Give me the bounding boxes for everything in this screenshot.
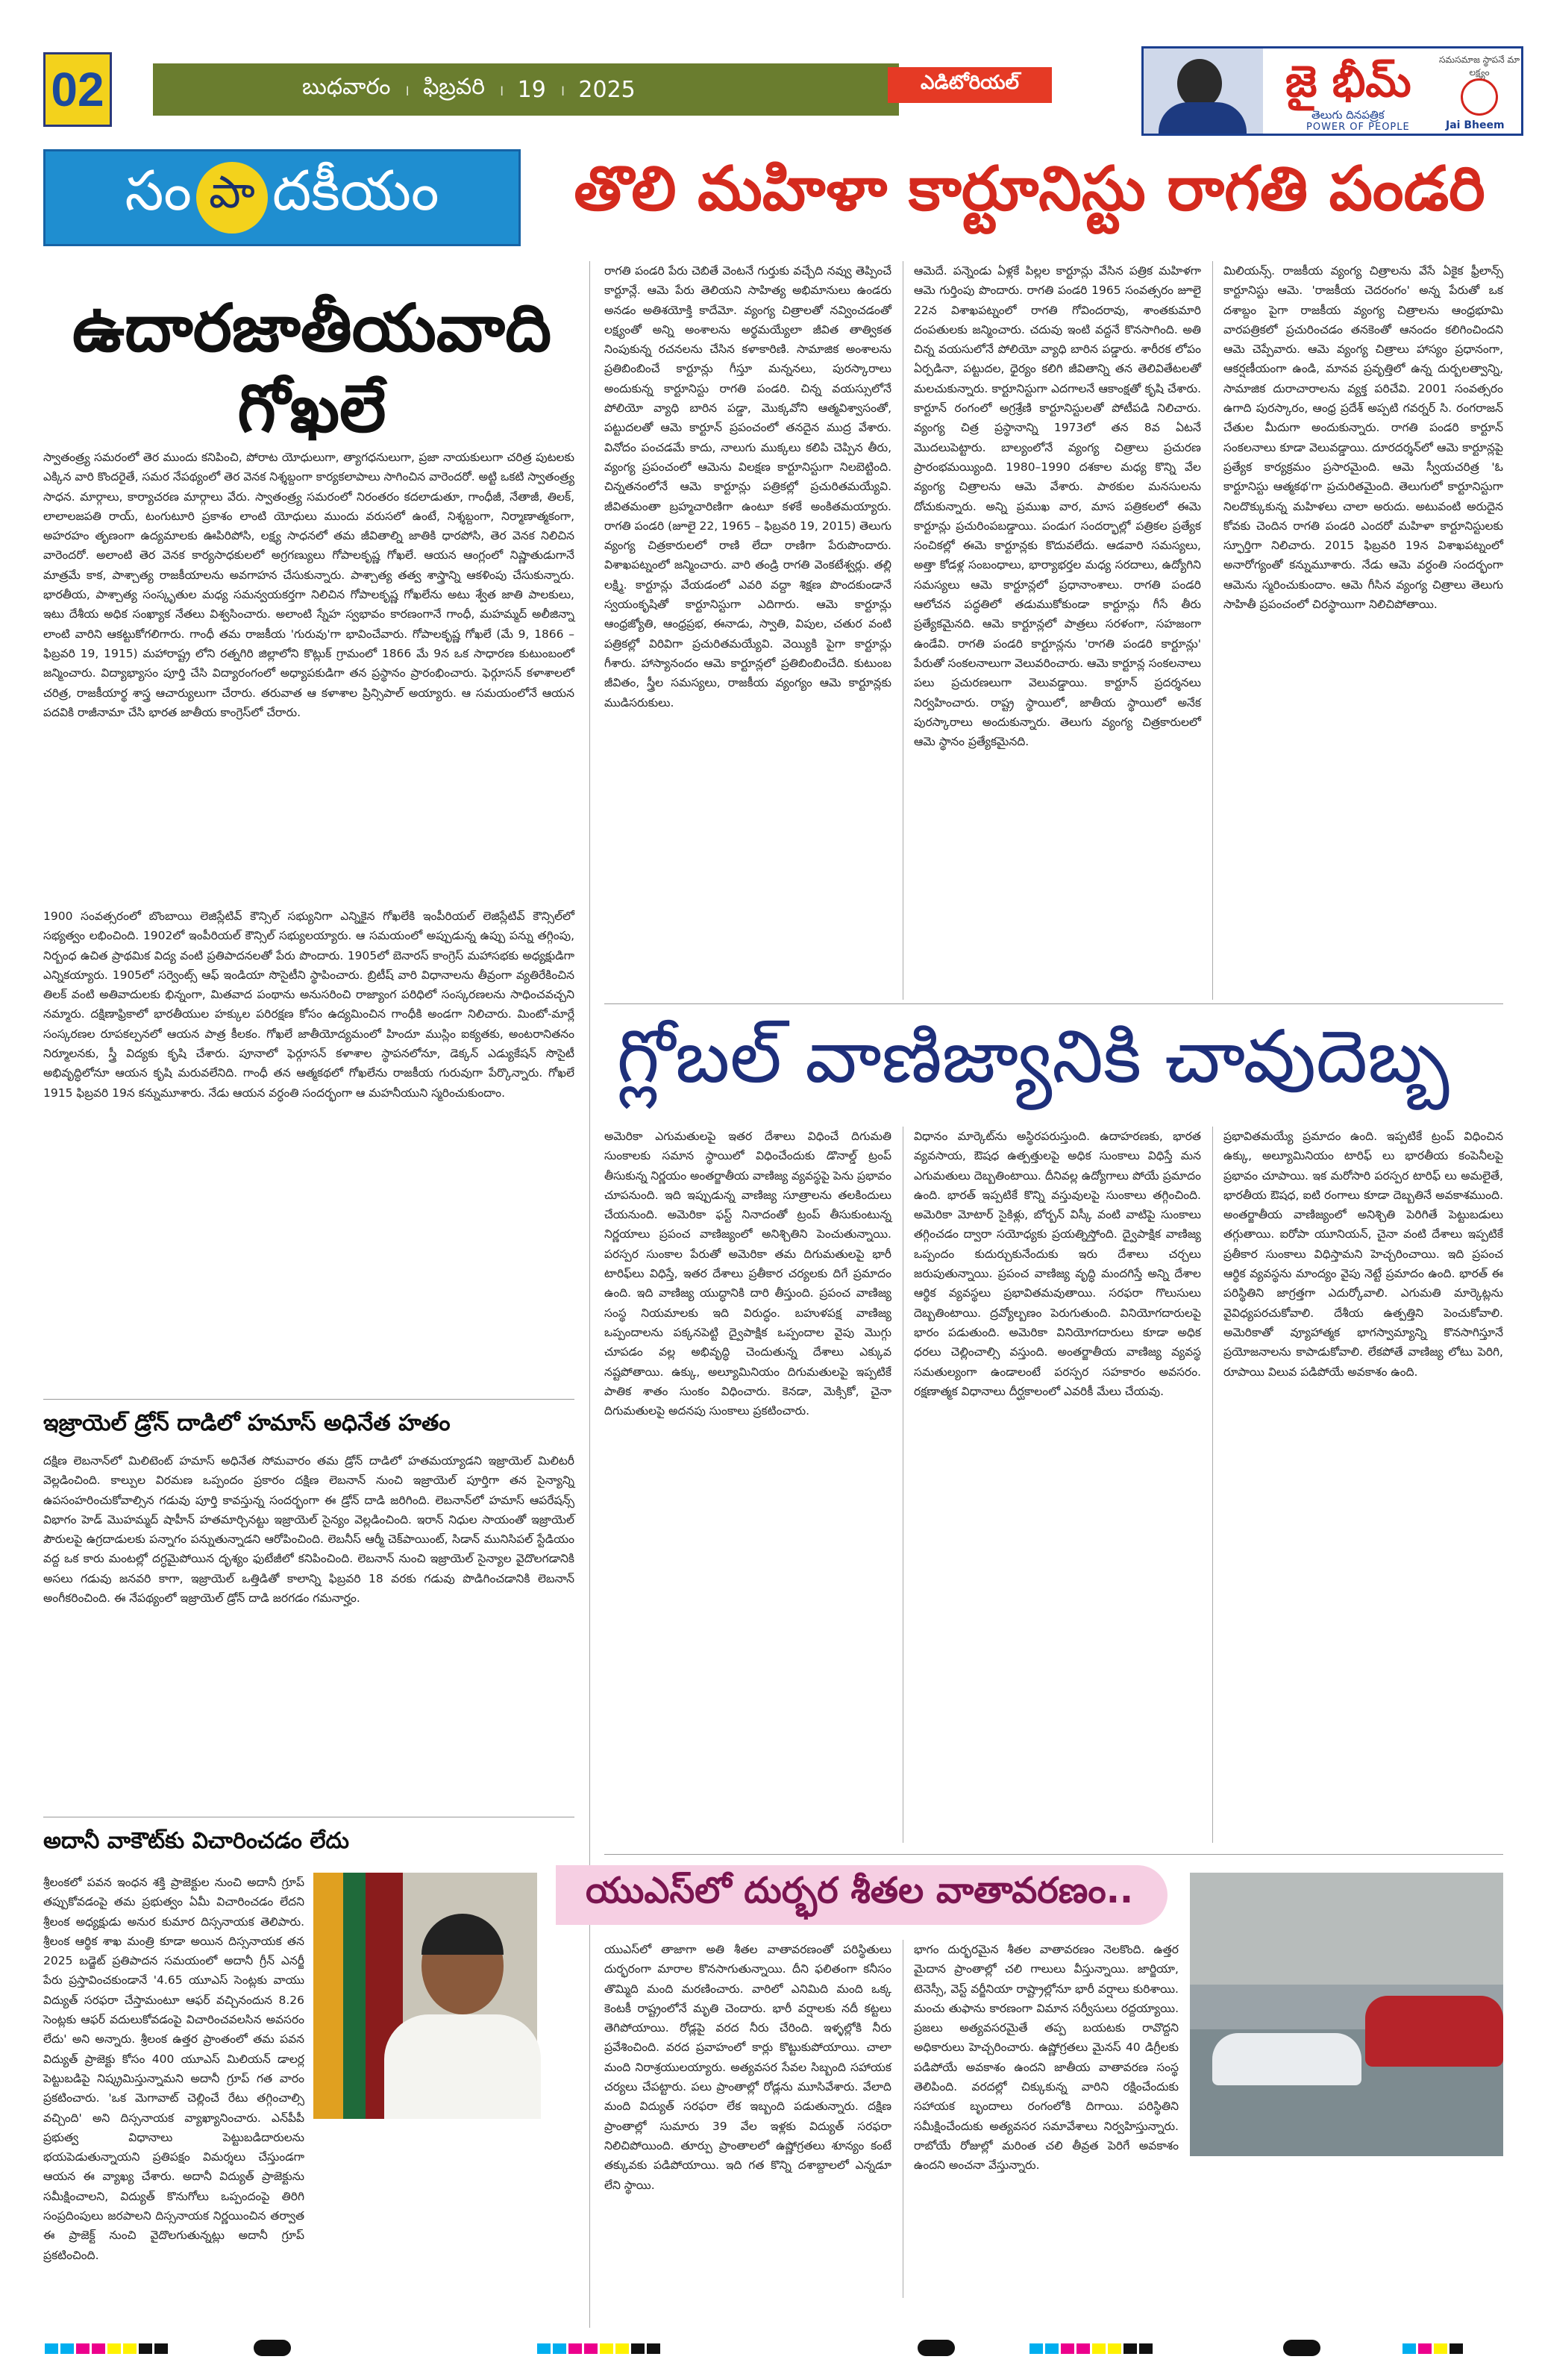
date-separator: । bbox=[498, 81, 504, 99]
color-registration-far-right bbox=[1402, 2343, 1465, 2357]
section-tag: ఎడిటోరియల్ bbox=[888, 67, 1052, 103]
logo-title: జై భీమ్ bbox=[1285, 56, 1411, 107]
column-divider bbox=[589, 261, 590, 2328]
color-registration-left bbox=[45, 2343, 170, 2357]
date-bar bbox=[153, 63, 899, 116]
registration-oval bbox=[1283, 2340, 1320, 2356]
us-weather-headline: యుఎస్‌లో దుర్భర శీతల వాతావరణం.. bbox=[556, 1865, 1168, 1925]
registration-oval bbox=[254, 2340, 291, 2356]
logo-subtitle: తెలుగు దినపత్రిక bbox=[1311, 108, 1385, 122]
editorial-paragraph-2: 1900 సంవత్సరంలో బొంబాయి లెజిస్లేటివ్ కౌన్సిల్ సభ్యునిగా ఎన్నికైన గోఖలేకి ఇంపీరియల్ లెజిస్లేటివ్ కౌన్సిల్‌లో సభ్యత్వం లభించింది. 1902లో ఇంపీరియల్ కౌన్సిల్ సభ్యులయ్యారు. ఆ సమయంలో అప్పుడున్న ఉప్పు పన్ను తగ్గింపు, నిర్బంధ ఉచిత ప్రాథమిక విద్య వంటి ప్రతిపాదనలతో పేరు పొందారు. 1905లో బెనారస్ కాంగ్రెస్ మహాసభకు అధ్యక్షుడిగా ఎన్నికయ్యారు. 1905లో సర్వెంట్స్ ఆఫ్ ఇండియా సొసైటీని స్థాపించారు. బ్రిటీష్ వారి విధానాలను తీవ్రంగా వ్యతిరేకించిన తిలక్ వంటి అతివాదులకు భిన్నంగా, మితవాద పంథాను అనుసరించి రాజ్యాంగ పరిధిలో సంస్కరణలను సాధించవచ్చని నమ్మారు. దక్షిణాఫ్రికాలో భారతీయుల హక్కుల పరిరక్షణ కోసం ఉద్యమించిన గాంధీకి అండగా నిలిచారు. మింటో-మార్లే సంస్కరణల రూపకల్పనలో ఆయన పాత్ర కీలకం. గోఖలే జాతీయోద్యమంలో హిందూ ముస్లిం ఐక్యతకు, అంటరానితనం నిర్మూలనకు, స్త్రీ విద్యకు కృషి చేశారు. పూనాలో ఫెర్గూసన్ కళాశాల స్థాపనలోనూ, డెక్కన్ ఎడ్యుకేషన్ సొసైటీ అభివృద్ధిలోనూ ఆయన కృషి మరువలేనిది. గాంధీ తన ఆత్మకథలో గోఖలేను రాజకీయ గురువుగా పేర్కొన్నారు. గోఖలే 1915 ఫిబ్రవరి 19న కన్నుమూశారు. నేడు ఆయన వర్ధంతి సందర్భంగా ఆ మహనీయుని స్మరించుకుందాం. bbox=[43, 909, 574, 1100]
color-registration-right bbox=[1029, 2343, 1155, 2357]
global-trade-headline: గ్లోబల్ వాణిజ్యానికి చావుదెబ్బ bbox=[616, 1015, 1450, 1100]
global-col-2: విధానం మార్కెట్‌ను అస్థిరపరుస్తుంది. ఉదాహరణకు, భారత వ్యవసాయ, ఔషధ ఉత్పత్తులపై అధిక సుంకాలు విధిస్తే మన ఎగుమతులు దెబ్బతింటాయి. దీనివల్ల ఉద్యోగాలు పోయే ప్రమాదం ఉంది. భారత్ ఇప్పటికే కొన్ని వస్తువులపై సుంకాలు తగ్గించింది. అమెరికా మోటార్ సైకిళ్లు, బోర్బన్ విస్కీ వంటి వాటిపై సుంకాలు తగ్గించడం ద్వారా సయోధ్యకు ప్రయత్నిస్తోంది. ద్వైపాక్షిక వాణిజ్య ఒప్పందం కుదుర్చుకునేందుకు ఇరు దేశాలు చర్చలు జరుపుతున్నాయి. ప్రపంచ వాణిజ్య వృద్ధి మందగిస్తే అన్ని దేశాల ఆర్థిక వ్యవస్థలు ప్రభావితమవుతాయి. సరఫరా గొలుసులు దెబ్బతింటాయి. ద్రవ్యోల్బణం పెరుగుతుంది. వినియోగదారులపై భారం పడుతుంది. అమెరికా వినియోగదారులు కూడా అధిక ధరలు చెల్లించాల్సి వస్తుంది. అంతర్జాతీయ వాణిజ్య వ్యవస్థ సమతుల్యంగా ఉండాలంటే పరస్పర సహకారం అవసరం. రక్షణాత్మక విధానాలు దీర్ఘకాలంలో ఎవరికీ మేలు చేయవు. bbox=[914, 1130, 1201, 1398]
ambedkar-portrait-icon bbox=[1144, 48, 1263, 134]
editorial-title-circle: పా bbox=[196, 162, 268, 234]
cartoonist-col-1: రాగతి పండరి పేరు చెబితే వెంటనే గుర్తుకు వచ్చేది నవ్వు తెప్పించే కార్టూన్లే. ఆమె పేరు తెలియని సాహిత్య అభిమానులు ఉండరు అనడం అతిశయోక్తి కాదేమో. వ్యంగ్య చిత్రాలతో నవ్వించడంతో లక్ష్యంతో అన్ని అంశాలను అర్థమయ్యేలా జీవిత తాత్వికత నింపుకున్న రచనలను చేసిన కళాకారిణి. సామాజిక అంశాలను ప్రతిబింబించే కార్టూన్లు గీస్తూ మన్ననలు, పురస్కారాలు అందుకున్న కార్టూనిస్టు రాగతి పండరి. చిన్న వయస్సులోనే పోలియో వ్యాధి బారిన పడ్డా, మొక్కవోని ఆత్మవిశ్వాసంతో, పట్టుదలతో ఆమె కార్టూన్ ప్రపంచంలో తనదైన ముద్ర వేశారు. వినోదం పంచడమే కాదు, నాలుగు ముక్కలు కలిపి చెప్పిన తీరు, వ్యంగ్య ప్రపంచంలో ఆమెను విలక్షణ కార్టూనిస్టుగా నిలబెట్టింది. చిన్నతనంలోనే ఆమె కార్టూన్లు పత్రికల్లో ప్రచురితమయ్యేవి. జీవితమంతా బ్రహ్మచారిణిగా ఉంటూ కళకే అంకితమయ్యారు. రాగతి పండరి (జూలై 22, 1965 – ఫిబ్రవరి 19, 2015) తెలుగు వ్యంగ్య చిత్రకారులలో రాణి లేదా రాణిగా పేరుపొందారు. విశాఖపట్నంలో జన్మించారు. వారి తండ్రి రాగతి వెంకటేశ్వర్లు. తల్లి లక్ష్మి. కార్టూన్లు వేయడంలో ఎవరి వద్దా శిక్షణ పొందకుండానే స్వయంకృషితో కార్టూనిస్టుగా ఎదిగారు. ఆమె కార్టూన్లు ఆంధ్రజ్యోతి, ఆంధ్రప్రభ, ఈనాడు, స్వాతి, విపుల, చతుర వంటి పత్రికల్లో విరివిగా ప్రచురితమయ్యేవి. వెయ్యికి పైగా కార్టూన్లు గీశారు. హాస్యానందం ఆమె కార్టూన్లలో ప్రతిబింబించేది. కుటుంబ జీవితం, స్త్రీల సమస్యలు, రాజకీయ వ్యంగ్యం ఆమె కార్టూన్లకు ముడిసరుకులు. bbox=[604, 264, 891, 710]
cartoonist-col-3: మిలియన్స్. రాజకీయ వ్యంగ్య చిత్రాలను వేసే ఏకైక ఫ్రీలాన్స్ కార్టూనిస్టు ఆమె. 'రాజకీయ చెదరంగం' అన్న పేరుతో ఒక దశాబ్దం పైగా రాజకీయ వ్యంగ్య చిత్రాలను ఆంధ్రభూమి వారపత్రికలో ప్రచురించడం తనకెంతో ఆనందం కలిగించిందని ఆమె చెప్పేవారు. ఆమె వ్యంగ్య చిత్రాలు హాస్యం ప్రధానంగా, ఆకర్షణీయంగా ఉండి, మానవ ప్రవృత్తిలో ఉన్న దుర్బలత్వాన్ని, సామాజిక దురాచారాలను వ్యక్త పరిచేవి. 2001 సంవత్సరం ఉగాది పురస్కారం, ఆంధ్ర ప్రదేశ్ అప్పటి గవర్నర్ సి. రంగరాజన్ చేతుల మీదుగా అందుకున్నారు. రాగతి పండరి కార్టూన్ సంకలనాలు కూడా వెలువడ్డాయి. దూరదర్శన్‌లో ఆమె కార్టూన్లపై ప్రత్యేక కార్యక్రమం ప్రసారమైంది. ఆమె స్వీయచరిత్ర 'ఓ కార్టూనిస్టు ఆత్మకథ'గా ప్రచురితమైంది. తెలుగులో కార్టూనిస్టుగా నిలదొక్కుకున్న మహిళలు చాలా అరుదు. అటువంటి అరుదైన కోవకు చెందిన రాగతి పండరి ఎందరో మహిళా కార్టూనిస్టులకు స్ఫూర్తిగా నిలిచారు. 2015 ఫిబ్రవరి 19న విశాఖపట్నంలో అనారోగ్యంతో కన్నుమూశారు. నేడు ఆమె వర్ధంతి సందర్భంగా ఆమెను స్మరించుకుందాం. ఆమె గీసిన వ్యంగ్య చిత్రాలు తెలుగు సాహితీ ప్రపంచంలో చిరస్థాయిగా నిలిచిపోతాయి. bbox=[1223, 264, 1503, 612]
date-year: 2025 bbox=[578, 76, 636, 103]
editorial-headline-line1: ఉదారజాతీయవాది bbox=[72, 289, 552, 366]
global-col-3: ప్రభావితమయ్యే ప్రమాదం ఉంది. ఇప్పటికే ట్రంప్ విధించిన ఉక్కు, అల్యూమినియం టారిఫ్ లు భారతీయ కంపెనీలపై ప్రభావం చూపాయి. ఇక మరోసారి పరస్పర టారిఫ్ లు అమలైతే, భారతీయ ఔషధ, ఐటి రంగాలు కూడా దెబ్బతినే అవకాశముంది. అంతర్జాతీయ వాణిజ్యంలో అనిశ్చితి పెరిగితే పెట్టుబడులు తగ్గుతాయి. ఐరోపా యూనియన్, చైనా వంటి దేశాలు ఇప్పటికే ప్రతీకార సుంకాలు విధిస్తామని హెచ్చరించాయి. ఇది ప్రపంచ ఆర్థిక వ్యవస్థను మాంద్యం వైపు నెట్టే ప్రమాదం ఉంది. భారత్ ఈ పరిస్థితిని జాగ్రత్తగా ఎదుర్కోవాలి. ఎగుమతి మార్కెట్లను వైవిధ్యపరచుకోవాలి. దేశీయ ఉత్పత్తిని పెంచుకోవాలి. అమెరికాతో వ్యూహాత్మక భాగస్వామ్యాన్ని కొనసాగిస్తూనే ప్రయోజనాలను కాపాడుకోవాలి. లేకపోతే వాణిజ్య లోటు పెరిగి, రూపాయి విలువ పడిపోయే అవకాశం ఉంది. bbox=[1223, 1130, 1503, 1379]
date-day-number: 19 bbox=[517, 76, 546, 103]
page-number: 02 bbox=[43, 52, 112, 127]
flood-photo bbox=[1190, 1873, 1503, 2156]
editorial-paragraph-1: స్వాతంత్ర్య సమరంలో తెర ముందు కనిపించి, పోరాట యోధులుగా, త్యాగధనులుగా, ప్రజా నాయకులుగా చరిత్ర పుటలకు ఎక్కిన వారి కొందరైతే, సమర నేపథ్యంలో తెర వెనక నిశ్శబ్దంగా కార్యకలాపాలు సాగించిన వారెందరో. అట్టి ఒకటి స్వాతంత్ర్య సాధన. మార్గాలు, కార్యాచరణ మార్గాలు వేరు. స్వాతంత్ర్య సమరంలో నిరంతరం కదలాడుతూ, గాంధీజీ, నేతాజీ, తిలక్, లాలాలజపతి రాయ్, టంగుటూరి ప్రకాశం లాంటి యోధులు ముందు వరుసలో ఉంటే, నిశ్శబ్దంగా, నిర్మాణాత్మకంగా, అహరహం తృణంగా ఉద్యమాలకు ఊపిరిపోసి, లక్ష్య సాధనలో తమ జీవితాల్ని జాతికి ధారపోసి, తెర వెనక నిలిచిన వారెందరో. అలాంటి తెర వెనక కార్యసాధకులలో అగ్రగణ్యులు గోపాలకృష్ణ గోఖలే. ఆయన ఆంగ్లంలో నిష్ణాతుడుగానే మాత్రమే కాక, పాశ్చాత్య రాజకీయాలను అవగాహన చేసుకున్నారు. పాశ్చాత్య తత్వ శాస్త్రాన్ని ఆకళింపు చేసుకున్నారు. భారతీయ, పాశ్చాత్య సంస్కృతుల మధ్య సమన్వయకర్తగా నిలిచిన గోపాలకృష్ణ గోఖలేను అటు శ్వేత జాతి పాలకులు, ఇటు దేశీయ అధిక సంఖ్యాక నేతలు విశ్వసించారు. అలాంటి స్నేహ స్వభావం కారణంగానే గాంధీ, మహమ్మద్ అలీజిన్నా లాంటి వారిని ఆకట్టుకోగలిగారు. గాంధీ తమ రాజకీయ 'గురువు'గా భావించేవారు. గోపాలకృష్ణ గోఖలే (మే 9, 1866 – ఫిబ్రవరి 19, 1915) మహారాష్ట్ర లోని రత్నగిరి జిల్లాలోని కొట్లుక్ గ్రామంలో 1866 మే 9న ఒక సాధారణ కుటుంబంలో జన్మించారు. విద్యాభ్యాసం పూర్తి చేసి విద్యారంగంలో అధ్యాపకుడిగా తన ప్రస్థానం ప్రారంభించారు. ఫెర్గూసన్ కళాశాలలో చరిత్ర, రాజకీయార్థ శాస్త్ర ఆచార్యులుగా చేరారు. తరువాత ఆ కళాశాల ప్రిన్సిపాల్ అయ్యారు. ఆ సమయంలోనే ఆయన పదవికి రాజీనామా చేసి భారత జాతీయ కాంగ్రెస్‌లో చేరారు. bbox=[43, 451, 574, 719]
date-day: బుధవారం bbox=[302, 74, 391, 100]
date-month: ఫిబ్రవరి bbox=[423, 74, 486, 100]
global-col-1: అమెరికా ఎగుమతులపై ఇతర దేశాలు విధించే దిగుమతి సుంకాలకు సమాన స్థాయిలో విధించేందుకు డొనాల్డ్ ట్రంప్ తీసుకున్న నిర్ణయం అంతర్జాతీయ వాణిజ్య వ్యవస్థపై పెను ప్రభావం చూపనుంది. ఇది ఇప్పుడున్న వాణిజ్య సూత్రాలను తలకిందులు చేయనుంది. అమెరికా ఫస్ట్ నినాదంతో ట్రంప్ తీసుకుంటున్న నిర్ణయాలు ప్రపంచ వాణిజ్యంలో అనిశ్చితిని పెంచుతున్నాయి. పరస్పర సుంకాల పేరుతో అమెరికా తమ దిగుమతులపై భారీ టారిఫ్‌లు విధిస్తే, ఇతర దేశాలు ప్రతీకార చర్యలకు దిగే ప్రమాదం ఉంది. ఇది వాణిజ్య యుద్ధానికి దారి తీస్తుంది. ప్రపంచ వాణిజ్య సంస్థ నియమాలకు ఇది విరుద్ధం. బహుళపక్ష వాణిజ్య ఒప్పందాలను పక్కనపెట్టి ద్వైపాక్షిక ఒప్పందాల వైపు మొగ్గు చూపడం వల్ల అభివృద్ధి చెందుతున్న దేశాలు ఎక్కువ నష్టపోతాయి. ఉక్కు, అల్యూమినియం దిగుమతులపై ఇప్పటికే పాతిక శాతం సుంకం విధించారు. కెనడా, మెక్సికో, చైనా దిగుమతులపై అదనపు సుంకాలు ప్రకటించారు. bbox=[604, 1130, 892, 1418]
emblem-icon bbox=[1461, 78, 1498, 116]
dissanayake-photo bbox=[313, 1873, 537, 2119]
divider bbox=[604, 1854, 1503, 1855]
column-divider bbox=[1212, 261, 1213, 1000]
registration-oval bbox=[918, 2340, 955, 2356]
divider bbox=[43, 1399, 574, 1400]
editorial-banner bbox=[43, 149, 521, 246]
israel-drone-text: దక్షిణ లెబనాన్‌లో మిలిటెంట్ హమాస్ అధినేత సోమవారం తమ డ్రోన్ దాడిలో హతమయ్యాడని ఇజ్రాయెల్ మిలిటరీ వెల్లడించింది. కాల్పుల విరమణ ఒప్పందం ప్రకారం దక్షిణ లెబనాన్ నుంచి ఇజ్రాయెల్ పూర్తిగా తన సైన్యాన్ని ఉపసంహరించుకోవాల్సిన గడువు పూర్తి కావస్తున్న సందర్భంగా ఈ డ్రోన్ దాడి జరిగింది. లెబనాన్‌లో హమాస్ ఆపరేషన్స్ విభాగం హెడ్ మొహమ్మద్ షాహీన్ హతమార్చినట్టు ఇజ్రాయెల్ సైన్యం వెల్లడించింది. ఇరాన్ నిధుల సాయంతో ఇజ్రాయెల్ పౌరులపై ఉగ్రదాడులకు పన్నాగం పన్నుతున్నాడని ఆరోపించింది. లెబనీస్ ఆర్మీ చెక్‌పాయింట్, సిడాన్ మునిసిపల్ స్టేడియం వద్ద ఒక కారు మంటల్లో దగ్ధమైపోయిన దృశ్యం ఫుటేజీలో కనిపించింది. లెబనాన్ నుంచి ఇజ్రాయెల్ సైన్యాల వైదొలగడానికి అసలు గడువు జనవరి కాగా, ఇజ్రాయెల్ ఒత్తిడితో కాలాన్ని ఫిబ్రవరి 18 వరకు గడువు పొడిగించడానికి లెబనాన్ అంగీకరించింది. ఈ నేపథ్యంలో ఇజ్రాయెల్ డ్రోన్ దాడి జరగడం గమనార్హం. bbox=[43, 1454, 574, 1606]
newspaper-logo bbox=[1141, 46, 1523, 136]
adani-headline: అదానీ వాకౌట్‌కు విచారించడం లేదు bbox=[43, 1828, 350, 1854]
editorial-headline-line2: గోఖలే bbox=[237, 369, 386, 447]
us-weather-col-1: యుఎస్‌లో తాజాగా అతి శీతల వాతావరణంతో పరిస్థితులు దుర్భరంగా మారాల కొనసాగుతున్నాయి. దీని ఫలితంగా కనీసం తొమ్మిది మంది మరణించారు. వారిలో ఎనిమిది మంది ఒక్క కెంటకీ రాష్ట్రంలోనే మృతి చెందారు. భారీ వర్షాలకు నదీ కట్టలు తెగిపోయాయి. రోడ్లపై వరద నీరు చేరింది. ఇళ్ళల్లోకి నీరు ప్రవేశించింది. వరద ప్రవాహంలో కార్లు కొట్టుకుపోయాయి. చాలా మంది నిరాశ్రయులయ్యారు. అత్యవసర సేవల సిబ్బంది సహాయక చర్యలు చేపట్టారు. పలు ప్రాంతాల్లో రోడ్లను మూసివేశారు. వేలాది మంది విద్యుత్ సరఫరా లేక ఇబ్బంది పడుతున్నారు. దక్షిణ ప్రాంతాల్లో సుమారు 39 వేల ఇళ్లకు విద్యుత్ సరఫరా నిలిచిపోయింది. తూర్పు ప్రాంతాలలో ఉష్ణోగ్రతలు శూన్యం కంటే తక్కువకు పడిపోయాయి. ఇది గత కొన్ని దశాబ్దాలలో ఎన్నడూ లేని స్థాయి. bbox=[604, 1943, 891, 2192]
adani-text-beside-photo: శ్రీలంకలో పవన ఇంధన శక్తి ప్రాజెక్టుల నుంచి అదానీ గ్రూప్ తప్పుకోవడంపై తమ ప్రభుత్వం ఏమీ విచారించడం లేదని శ్రీలంక అధ్యక్షుడు అనుర కుమార దిస్సనాయక తెలిపారు. శ్రీలంక ఆర్థిక శాఖ మంత్రి కూడా అయిన దిస్సనాయక తన 2025 బడ్జెట్ ప్రతిపాదన సమయంలో అదానీ గ్రీన్ ఎనర్జీ పేరు ప్రస్తావించకుండానే '4.65 యూఎస్ సెంట్లకు వాయు విద్యుత్ సరఫరా చేస్తామంటూ ఆఫర్ వచ్చినందున 8.26 సెంట్లకు ఆఫర్ వదులుకోవడంపై విచారించవలసిన అవసరం లేదు' అని అన్నారు. శ్రీలంక ఉత్తర ప్రాంతంలో తమ పవన విద్యుత్ ప్రాజెక్టు కోసం 400 యూఎస్ మిలియన్ డాలర్ల పెట్టుబడిపై నిష్క్రమిస్తున్నామని అదానీ గ్రూప్ గత వారం ప్రకటించారు. 'ఒక మెగావాట్ చెల్లించే రేటు తగ్గించాల్సి వచ్చింది' అని దిస్సనాయక వ్యాఖ్యానించారు. ఎన్‌పీపీ ప్రభుత్వ విధానాలు పెట్టుబడిదారులను భయపెడుతున్నాయని ప్రతిపక్షం విమర్శలు చేస్తుండగా ఆయన ఈ వ్యాఖ్య చేశారు. అదానీ విద్యుత్ ప్రాజెక్టును సమీక్షించాలని, విద్యుత్ కొనుగోలు ఒప్పందంపై తిరిగి సంప్రదింపులు జరపాలని దిస్సనాయక నిర్ణయించిన తర్వాత ఈ ప్రాజెక్ట్ నుంచి వైదొలగుతున్నట్లు అదానీ గ్రూప్ ప్రకటించింది. bbox=[43, 1876, 304, 2262]
us-weather-col-2: భాగం దుర్భరమైన శీతల వాతావరణం నెలకొంది. ఉత్తర మైదాన ప్రాంతాల్లో చలి గాలులు వీస్తున్నాయి. జార్జియా, టెనెస్సీ, వెస్ట్ వర్జీనియా రాష్ట్రాల్లోనూ భారీ వర్షాలు కురిశాయి. మంచు తుఫాను కారణంగా విమాన సర్వీసులు రద్దయ్యాయి. ప్రజలు అత్యవసరమైతే తప్ప బయటకు రావొద్దని అధికారులు హెచ్చరించారు. ఉష్ణోగ్రతలు మైనస్ 40 డిగ్రీలకు పడిపోయే అవకాశం ఉందని జాతీయ వాతావరణ సంస్థ తెలిపింది. వరదల్లో చిక్కుకున్న వారిని రక్షించేందుకు సహాయక బృందాలు రంగంలోకి దిగాయి. పరిస్థితిని సమీక్షించేందుకు అత్యవసర సమావేశాలు నిర్వహిస్తున్నారు. రాబోయే రోజుల్లో మరింత చలి తీవ్రత పెరిగే అవకాశం ఉందని అంచనా వేస్తున్నారు. bbox=[914, 1943, 1179, 2173]
cartoonist-headline: తొలి మహిళా కార్టూనిస్టు రాగతి పండరి bbox=[574, 153, 1485, 225]
color-registration-mid bbox=[537, 2343, 662, 2357]
editorial-title-right: దకీయం bbox=[272, 159, 439, 223]
date-separator: । bbox=[559, 81, 565, 99]
editorial-title-left: సం bbox=[125, 159, 192, 223]
israel-drone-headline: ఇజ్రాయెల్ డ్రోన్ దాడిలో హమాస్ అధినేత హతం bbox=[43, 1410, 451, 1436]
editorial-headline bbox=[43, 287, 580, 448]
logo-motto-top: సమసమాజ స్థాపనే మా లక్ష్యం bbox=[1439, 54, 1520, 78]
date-separator: । bbox=[404, 81, 410, 99]
logo-brand-small: Jai Bheem bbox=[1446, 119, 1505, 131]
divider bbox=[604, 1003, 1503, 1004]
logo-tagline: POWER OF PEOPLE bbox=[1306, 122, 1410, 133]
column-divider bbox=[1212, 1127, 1213, 1843]
cartoonist-col-2: ఆమెదే. పన్నెండు ఏళ్లకే పిల్లల కార్టూన్లు వేసిన పత్రిక మహిళగా ఆమె గుర్తింపు పొందారు. రాగతి పండరి 1965 సంవత్సరం జూలై 22న విశాఖపట్నంలో రాగతి గోవిందరావు, శాంతకుమారి దంపతులకు జన్మించారు. చదువు ఇంటి వద్దనే కొనసాగింది. అతి చిన్న వయసులోనే పోలియో వ్యాధి బారిన పడ్డారు. శారీరక లోపం ఏర్పడినా, పట్టుదల, ధైర్యం కలిగి జీవితాన్ని తన తెలివితేటలతో మలచుకున్నారు. కార్టూనిస్టుగా ఎదగాలనే ఆకాంక్షతో కృషి చేశారు. కార్టూన్ రంగంలో అగ్రశ్రేణి కార్టూనిస్టులతో పోటీపడి నిలిచారు. వ్యంగ్య చిత్ర ప్రస్థానాన్ని 1973లో తన 8వ ఏటనే మొదలుపెట్టారు. బాల్యంలోనే వ్యంగ్య చిత్రాలు ప్రచురణ ప్రారంభమయ్యింది. 1980–1990 దశకాల మధ్య కొన్ని వేల వ్యంగ్య చిత్రాలను ఆమె వేశారు. పాఠకుల మనసులను దోచుకున్నారు. అన్ని ప్రముఖ వార, మాస పత్రికలలో ఈమె కార్టూన్లు ప్రచురింపబడ్డాయి. పండుగ సందర్భాల్లో పత్రికల ప్రత్యేక సంచికల్లో ఈమె కార్టూన్లకు కొదువలేదు. ఆడవారి సమస్యలు, అత్తా కోడళ్ల సంబంధాలు, భార్యాభర్తల మధ్య సరదాలు, ఉద్యోగిని సమస్యలు ఆమె కార్టూన్లలో ప్రధానాంశాలు. రాగతి పండరి ఆలోచన పద్ధతిలో తడుముకోకుండా కార్టూన్లు గీసే తీరు ప్రత్యేకమైనది. ఆమె కార్టూన్లలో పాత్రలు సరళంగా, సహజంగా ఉండేవి. రాగతి పండరి కార్టూన్లను 'రాగతి పండరి కార్టూన్లు' పేరుతో సంకలనాలుగా వెలువరించారు. ఆమె కార్టూన్ల సంకలనాలు పలు ప్రచురణలుగా వెలువడ్డాయి. కార్టూన్ ప్రదర్శనలు నిర్వహించారు. రాష్ట్ర స్థాయిలో, జాతీయ స్థాయిలో అనేక పురస్కారాలు అందుకున్నారు. తెలుగు వ్యంగ్య చిత్రకారులలో ఆమె స్థానం ప్రత్యేకమైనది. bbox=[914, 264, 1201, 749]
